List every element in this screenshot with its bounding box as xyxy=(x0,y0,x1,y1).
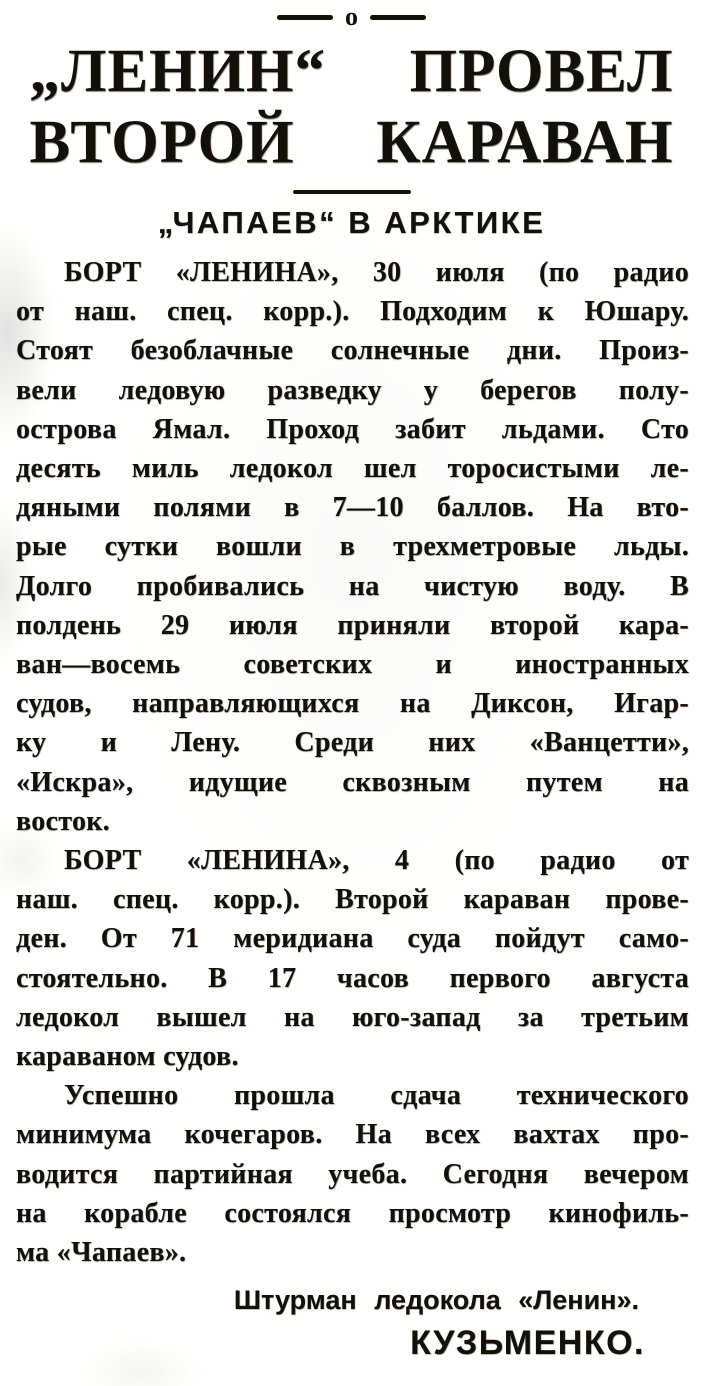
subheadline: „ЧАПАЕВ“ В АРКТИКЕ xyxy=(157,205,546,240)
body-line: Долго пробивались на чистую воду. В xyxy=(16,570,689,602)
top-ornament: о xyxy=(0,4,703,30)
body-line: острова Ямал. Проход забит льдами. Сто xyxy=(16,413,689,445)
signature-line: Штурман ледокола «Ленин». xyxy=(233,1285,639,1316)
body-line: наш. спец. корр.). Второй караван прове- xyxy=(16,884,689,916)
paragraph xyxy=(16,253,689,841)
body-line: полдень 29 июля приняли второй кара- xyxy=(16,609,689,641)
body-line: Успешно прошла сдача технического xyxy=(64,1080,689,1112)
body-line: БОРТ «ЛЕНИНА», 30 июля (по радио xyxy=(64,257,689,288)
body-line: ден. От 71 меридиана суда пойдут само- xyxy=(16,923,689,955)
body-line: стоятельно. В 17 часов первого августа xyxy=(16,962,689,994)
body-line: восток. xyxy=(16,805,110,837)
body-line: ледокол вышел на юго-запад за третьим xyxy=(16,1001,689,1033)
body-line: от наш. спец. корр.). Подходим к Юшару. xyxy=(16,296,689,328)
divider-rule xyxy=(293,190,411,194)
headline xyxy=(30,36,674,178)
paragraph xyxy=(16,1076,689,1272)
body-line: минимума кочегаров. На всех вахтах про- xyxy=(16,1119,689,1151)
body-line: судов, направляющихся на Диксон, Игар- xyxy=(16,688,689,720)
body-line: ван—восемь советских и иностранных xyxy=(16,649,689,681)
body-line: вели ледовую разведку у берегов полу- xyxy=(16,374,689,406)
body-line: дяными полями в 7—10 баллов. На вто- xyxy=(16,492,689,524)
body-line: водится партийная учеба. Сегодня вечером xyxy=(16,1158,689,1190)
body-line: Стоят безоблачные солнечные дни. Произ- xyxy=(16,335,689,367)
body-line: ма «Чапаев». xyxy=(16,1237,187,1269)
body-line: на корабле состоялся просмотр кинофиль- xyxy=(16,1197,689,1229)
article-body xyxy=(0,253,703,1272)
body-line: караваном судов. xyxy=(16,1041,239,1073)
headline-line2: ВТОРОЙ КАРАВАН xyxy=(29,109,674,176)
body-line: десять миль ледокол шел торосистыми ле- xyxy=(16,453,689,485)
body-line: ку и Лену. Среди них «Ванцетти», xyxy=(16,727,689,759)
paragraph xyxy=(16,841,689,1076)
headline-line1: „ЛЕНИН“ ПРОВЕЛ xyxy=(29,38,674,105)
author-name: КУЗЬМЕНКО. xyxy=(410,1324,645,1363)
body-line: «Искра», идущие сквозным путем на xyxy=(16,766,689,798)
body-line: БОРТ «ЛЕНИНА», 4 (по радио от xyxy=(64,845,689,877)
body-line: рые сутки вошли в трехметровые льды. xyxy=(16,531,689,563)
